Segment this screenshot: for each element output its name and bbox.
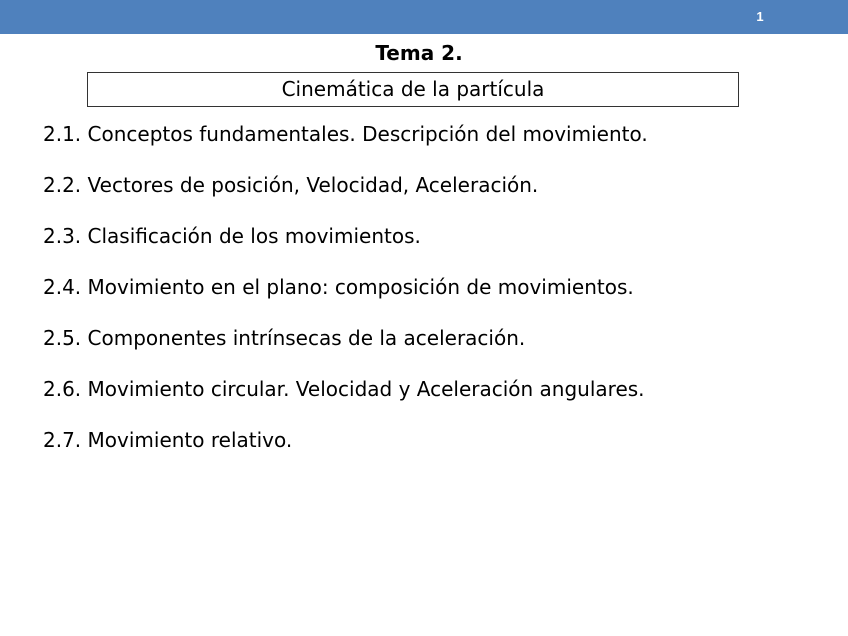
topic-item: 2.6. Movimiento circular. Velocidad y Aceleración angulares. [43,377,645,401]
subtitle-box [87,72,739,107]
page-number: 1 [756,9,764,24]
topic-item: 2.2. Vectores de posición, Velocidad, Aceleración. [43,173,539,197]
topic-list [43,122,648,479]
topic-item: 2.1. Conceptos fundamentales. Descripción del movimiento. [43,122,648,146]
topic-item: 2.5. Componentes intrínsecas de la aceleración. [43,326,526,350]
topic-item: 2.3. Clasificación de los movimientos. [43,224,421,248]
topic-item: 2.4. Movimiento en el plano: composición de movimientos. [43,275,634,299]
topic-item: 2.7. Movimiento relativo. [43,428,293,452]
slide-subtitle: Cinemática de la partícula [281,77,545,101]
header-bar [0,0,848,34]
slide-title: Tema 2. [375,41,463,65]
